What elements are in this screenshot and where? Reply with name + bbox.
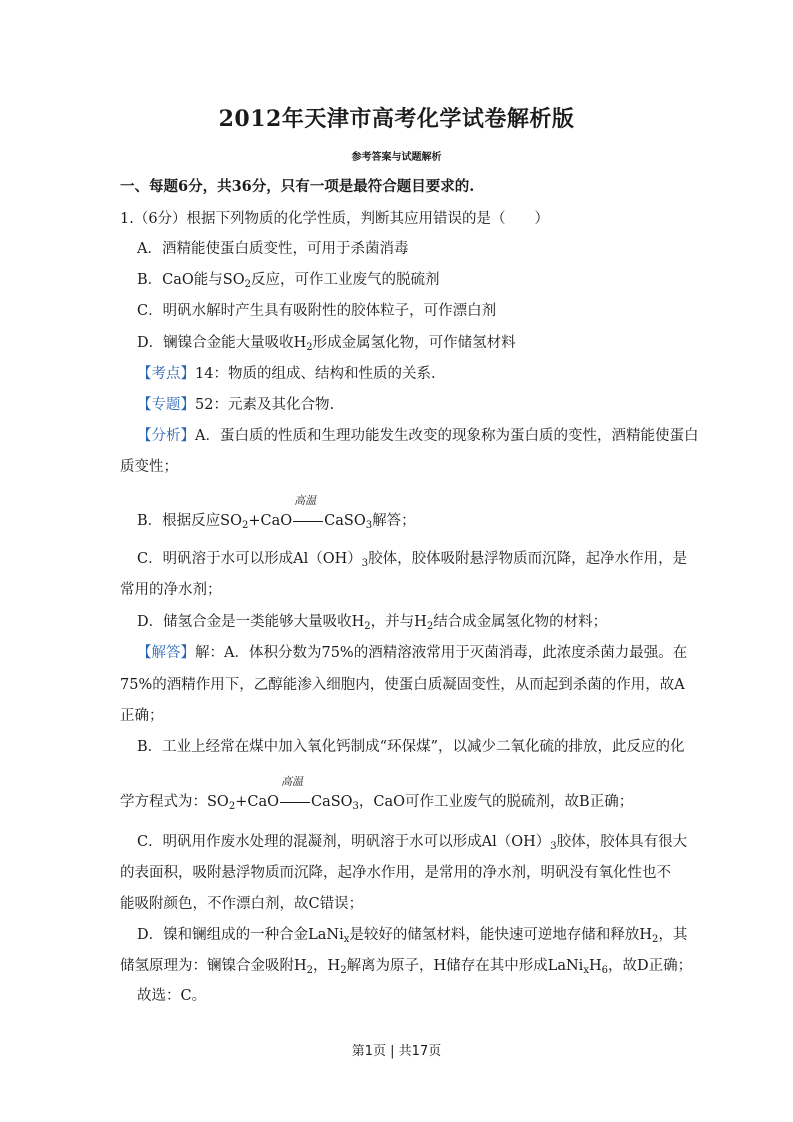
fenxi-line-2: 质变性； xyxy=(120,459,178,475)
jieda-b-equation: 学方程式为：$SO_2+CaO$ 高温 CaSO$_3$，CaO可作工业废气的脱硫剂，故B正确； xyxy=(120,775,634,812)
kaodian: 【考点】14：物质的组成、结构和性质的关系. xyxy=(137,366,436,382)
jieda-line-1: 【解答】解：A．体积分数为75%的酒精溶液常用于灭菌消毒，此浓度杀菌力最强。在 xyxy=(137,645,688,661)
fenxi-d: D．储氢合金是一类能够大量吸收$H_2$，并与$H_2$结合成金属氢化物的材料； xyxy=(137,614,608,632)
page-subtitle: 参考答案与试题解析 xyxy=(351,152,442,163)
fenxi-tag: 【分析】 xyxy=(137,428,195,444)
fenxi-line-1: 【分析】A．蛋白质的性质和生理功能发生改变的现象称为蛋白质的变性，酒精能使蛋白 xyxy=(137,428,699,444)
kaodian-tag: 【考点】 xyxy=(137,366,195,382)
fenxi-c-line-1: C．明矾溶于水可以形成$Al(OH)_3$胶体，胶体吸附悬浮物质而沉降，起净水作用，是 xyxy=(137,551,688,569)
zhuanti-tag: 【专题】 xyxy=(137,397,195,413)
condition-label: 高温 xyxy=(280,775,303,788)
condition-label: 高温 xyxy=(294,494,317,507)
zhuanti: 【专题】52：元素及其化合物. xyxy=(137,397,335,413)
fenxi-b-equation: B．根据反应$SO_2+CaO$ 高温 CaSO$_3$解答； xyxy=(137,494,416,531)
jieda-tag: 【解答】 xyxy=(137,645,195,661)
jieda-line-3: 正确； xyxy=(120,708,164,724)
jieda-c-line-3: 能吸附颜色，不作漂白剂，故C错误； xyxy=(120,896,364,912)
jieda-c-line-1: C．明矾用作废水处理的混凝剂，明矾溶于水可以形成$Al(OH)_3$胶体，胶体具有很大 xyxy=(137,834,688,852)
jieda-d-line-1: D．镍和镧组成的一种合金LaNi$_x$是较好的储氢材料，能快速可逆地存储和释放$H_2$，其 xyxy=(137,927,688,945)
question-stem: 1.（6分）根据下列物质的化学性质，判断其应用错误的是（ ） xyxy=(120,211,550,227)
jieda-d-line-2: 储氢原理为：镧镍合金吸附$H_2$，$H_2$解离为原子，H储存在其中形成$LaNi_xH_6$，故D正确； xyxy=(120,958,693,976)
section-heading: 一、每题6分，共36分，只有一项是最符合题目要求的. xyxy=(120,178,475,195)
fenxi-c-line-2: 常用的净水剂； xyxy=(120,582,222,598)
jieda-line-2: 75%的酒精作用下，乙醇能渗入细胞内，使蛋白质凝固变性，从而起到杀菌的作用，故A xyxy=(120,677,685,693)
option-c: C．明矾水解时产生具有吸附性的胶体粒子，可作漂白剂 xyxy=(137,303,497,319)
option-b: B．CaO能与$SO_2$反应，可作工业废气的脱硫剂 xyxy=(137,272,440,290)
jieda-b-line-1: B．工业上经常在煤中加入氧化钙制成“环保煤”，以减少二氧化硫的排放，此反应的化 xyxy=(137,739,685,755)
option-a: A．酒精能使蛋白质变性，可用于杀菌消毒 xyxy=(137,241,409,257)
conclusion: 故选：C。 xyxy=(137,988,207,1004)
jieda-c-line-2: 的表面积，吸附悬浮物质而沉降，起净水作用，是常用的净水剂，明矾没有氧化性也不 xyxy=(120,865,671,881)
reaction-arrow xyxy=(292,494,324,530)
page-title: 2012年天津市高考化学试卷解析版 xyxy=(218,106,575,132)
reaction-arrow xyxy=(279,775,311,811)
page-footer: 第1页 | 共17页 xyxy=(351,1044,442,1059)
option-d: D．镧镍合金能大量吸收$H_2$形成金属氢化物，可作储氢材料 xyxy=(137,335,516,353)
